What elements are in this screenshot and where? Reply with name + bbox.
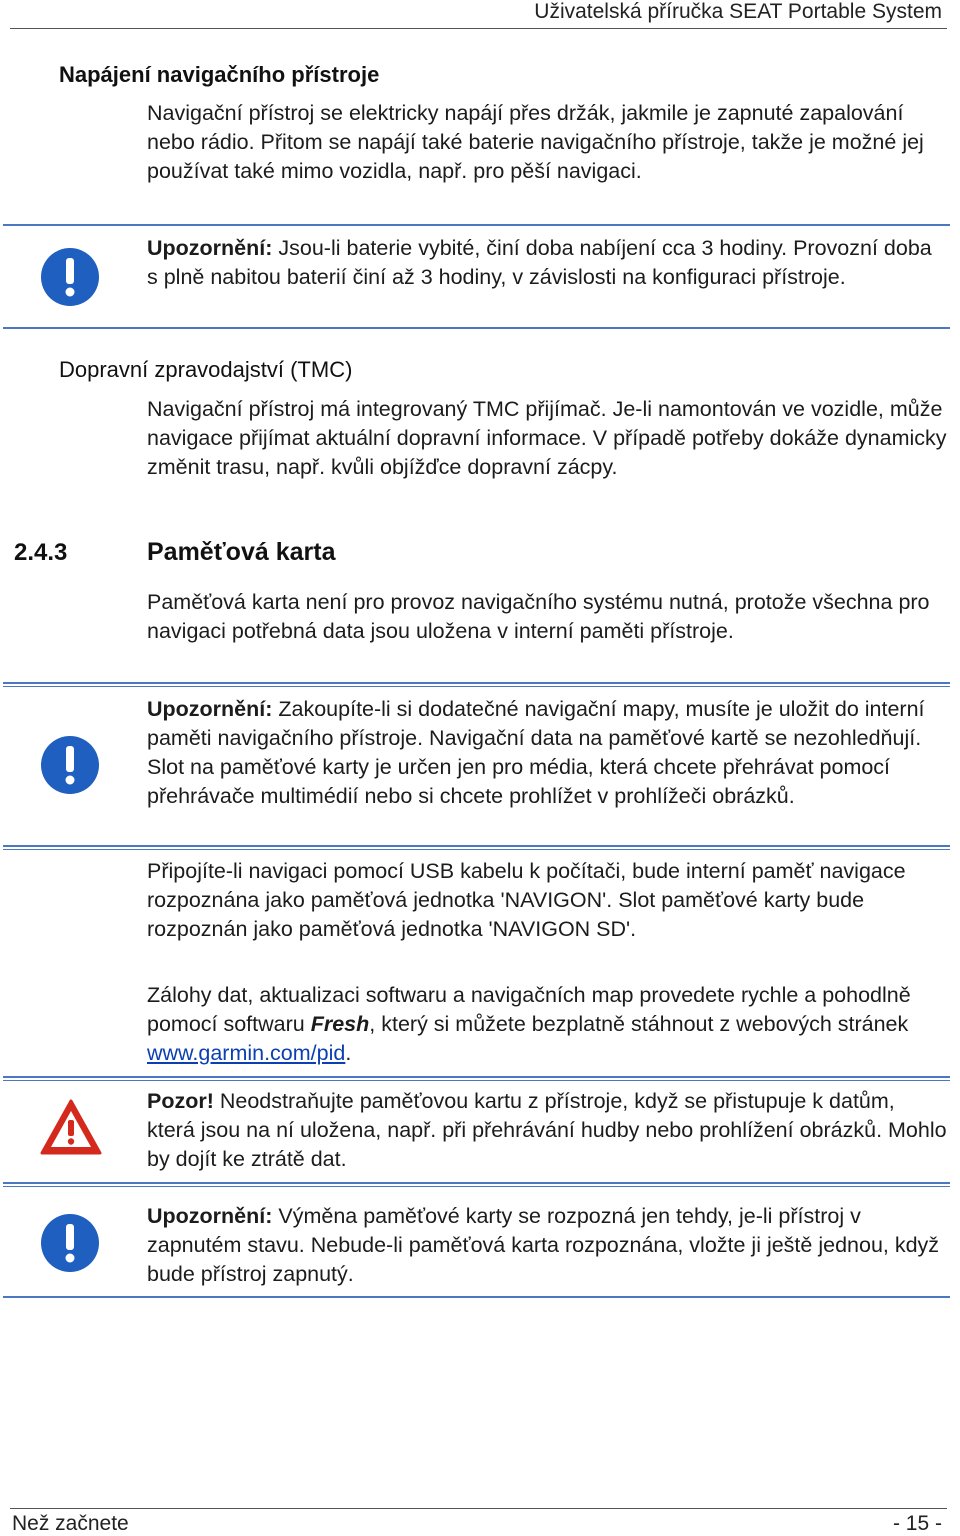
memory-card-text: Paměťová karta není pro provoz navigačního systému nutná, protože všechna pro navigaci potřebná data jsou uložena v interní paměti přístroje. bbox=[147, 590, 930, 643]
note-divider-bottom bbox=[3, 1296, 950, 1298]
header-divider bbox=[10, 28, 947, 29]
backup-text-start: Zálohy dat, aktualizaci softwaru a navigačních map provedete rychle a pohodlně pomocí softwaru bbox=[147, 983, 911, 1036]
backup-text-end: . bbox=[345, 1041, 352, 1065]
footer-chapter: Než začnete bbox=[12, 1512, 129, 1535]
exclamation-circle-icon bbox=[40, 1213, 100, 1273]
note-text: Výměna paměťové karty se rozpozná jen tehdy, je-li přístroj v zapnutém stavu. Nebude-li paměťová karta rozpoznána, vložte ji ještě jednou, když bude přístroj zapnutý. bbox=[147, 1204, 940, 1286]
exclamation-circle-icon bbox=[40, 247, 100, 307]
backup-text bbox=[147, 981, 947, 1068]
note-text: Zakoupíte-li si dodatečné navigační mapy, musíte je uložit do interní paměti navigačního přístroje. Navigační data na paměťové kartě se nezohledňují. Slot na paměťové karty je určen jen pro média, která chcete přehrávat pomocí přehrávače multimédií nebo si chcete prohlížet v prohlížeči obrázků. bbox=[147, 697, 925, 808]
usb-text: Připojíte-li navigaci pomocí USB kabelu k počítači, bude interní paměť navigace rozpoznána jako paměťová jednotka 'NAVIGON'. Slot paměťové karty bude rozpoznán jako paměťová jednotka 'NAVIGON SD'. bbox=[147, 859, 906, 941]
note-divider-bottom-thin bbox=[3, 849, 950, 850]
card-swap-note bbox=[147, 1202, 947, 1289]
warning-note bbox=[147, 1087, 947, 1174]
battery-note bbox=[147, 234, 947, 292]
note-label: Upozornění: bbox=[147, 697, 273, 721]
note-label: Upozornění: bbox=[147, 236, 273, 260]
warning-divider-bottom-thin bbox=[3, 1186, 950, 1187]
section-title: Paměťová karta bbox=[147, 538, 336, 566]
power-text: Navigační přístroj se elektricky napájí přes držák, jakmile je zapnuté zapalování nebo rádio. Přitom se napájí také baterie navigačního přístroje, takže je možné jej používat také mimo vozidla, např. pro pěší navigaci. bbox=[147, 101, 924, 183]
fresh-software-name: Fresh bbox=[310, 1012, 370, 1036]
note-divider-bottom bbox=[3, 845, 950, 847]
page-header-title: Uživatelská příručka SEAT Portable System bbox=[534, 0, 942, 23]
power-heading: Napájení navigačního přístroje bbox=[59, 62, 380, 87]
tmc-text: Navigační přístroj má integrovaný TMC přijímač. Je-li namontován ve vozidle, může navigace přijímat aktuální dopravní informace. V případě potřeby dokáže dynamicky změnit trasu, např. kvůli objížďce dopravní zácpy. bbox=[147, 397, 947, 479]
page-number: - 15 - bbox=[892, 1512, 942, 1535]
note-divider-bottom bbox=[3, 327, 950, 329]
section-number: 2.4.3 bbox=[14, 539, 68, 566]
warning-divider-top bbox=[3, 1076, 950, 1078]
maps-note bbox=[147, 695, 947, 811]
garmin-link[interactable]: www.garmin.com/pid bbox=[147, 1041, 346, 1065]
note-label: Upozornění: bbox=[147, 1204, 273, 1228]
warning-triangle-icon bbox=[39, 1098, 103, 1156]
warning-divider-bottom bbox=[3, 1182, 950, 1184]
warning-label: Pozor! bbox=[147, 1089, 214, 1113]
footer-divider bbox=[10, 1508, 947, 1509]
backup-text-middle: , který si můžete bezplatně stáhnout z webových stránek bbox=[369, 1012, 909, 1036]
exclamation-circle-icon bbox=[40, 735, 100, 795]
warning-text: Neodstraňujte paměťovou kartu z přístroje, když se přistupuje k datům, která jsou na ní uložena, např. při přehrávání hudby nebo prohlížení obrázků. Mohlo by dojít ke ztrátě dat. bbox=[147, 1089, 947, 1171]
note-divider-top bbox=[3, 682, 950, 684]
note-text: Jsou-li baterie vybité, činí doba nabíjení cca 3 hodiny. Provozní doba s plně nabitou baterií činí až 3 hodiny, v závislosti na konfiguraci přístroje. bbox=[147, 236, 932, 289]
note-divider-top-thin bbox=[3, 686, 950, 687]
warning-divider-top-thin bbox=[3, 1080, 950, 1081]
tmc-heading: Dopravní zpravodajství (TMC) bbox=[59, 357, 353, 382]
note-divider-top bbox=[3, 224, 950, 226]
